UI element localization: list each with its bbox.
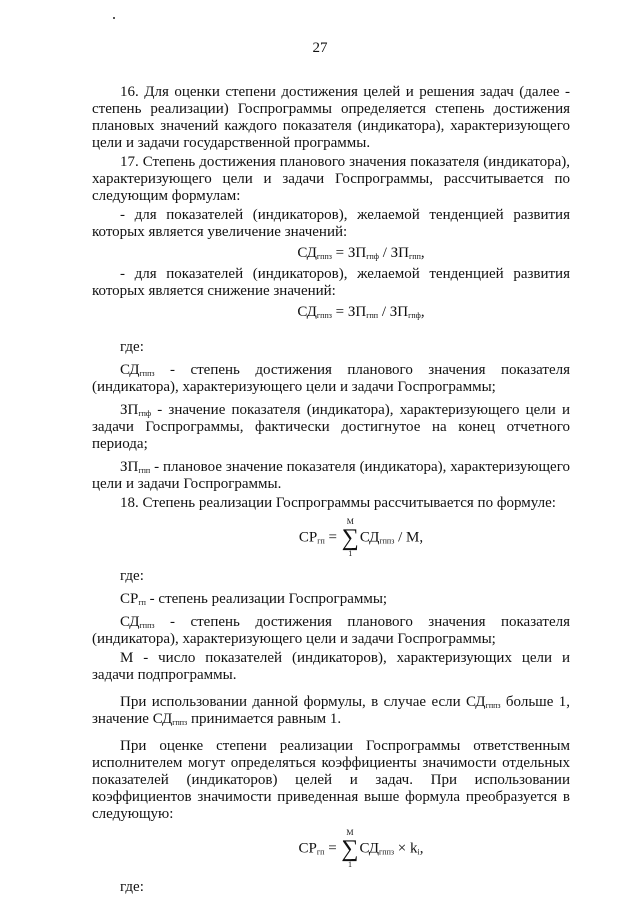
definition-sd	[92, 362, 570, 396]
symbol-sd: СД	[297, 245, 317, 261]
symbol-sd: СД	[152, 711, 173, 727]
subscript-gppz: гппз	[379, 536, 395, 546]
subscript-gpf: гпф	[408, 311, 421, 320]
symbol-sd: СД	[359, 840, 380, 857]
summation-sign	[341, 517, 359, 558]
usage-text: При использовании данной формулы, в случае если	[120, 694, 467, 710]
symbol-zp: ЗП	[120, 459, 139, 475]
subscript-i: i	[417, 847, 420, 857]
formula-decrease	[92, 304, 570, 321]
division-sign: /	[382, 245, 387, 261]
subscript-gppz: гппз	[172, 718, 188, 727]
symbol-zp: ЗП	[390, 245, 410, 261]
symbol-zp: ЗП	[347, 304, 367, 320]
symbol-sd: СД	[297, 304, 317, 320]
scan-speck	[113, 17, 115, 19]
subscript-gp: гп	[317, 536, 325, 546]
sum-lower-limit: 1	[348, 549, 353, 558]
subscript-gp: гп	[316, 847, 325, 857]
multiplication-sign: ×	[397, 840, 407, 857]
formula-increase	[92, 245, 570, 262]
symbol-sr: СР	[120, 591, 139, 607]
sum-glyph: ∑	[341, 836, 359, 862]
list-item-increase: - для показателей (индикаторов), желаемой тенденцией развития которых является увеличение значений:	[92, 207, 570, 240]
paragraph-weights: При оценке степени реализации Госпрограммы ответственным исполнителем могут определяться коэффициенты значимости отдельных показателей (индикаторов) целей и задач. При использовании коэффициентов значимости приведенная выше формула преобразуется в следующую:	[92, 738, 570, 822]
equals-sign: =	[335, 245, 345, 261]
paragraph-17: 17. Степень достижения планового значения показателя (индикатора), характеризующего цели и задачи Госпрограммы, рассчитывается по следующим формулам:	[92, 154, 570, 204]
sum-upper-limit: М	[346, 828, 354, 837]
subscript-gp: гп	[138, 598, 146, 607]
sum-glyph: ∑	[341, 525, 359, 551]
subscript-gppz: гппз	[379, 847, 395, 857]
page-number: 27	[312, 40, 328, 56]
symbol-sd: СД	[120, 362, 140, 378]
subscript-gppz: гппз	[316, 252, 332, 261]
symbol-zp: ЗП	[347, 245, 367, 261]
symbol-sd: СД	[120, 614, 140, 630]
subscript-gppz: гппз	[139, 621, 155, 630]
definition-zp-plan	[92, 459, 570, 493]
sum-upper-limit: М	[346, 517, 354, 526]
equals-sign: =	[335, 304, 345, 320]
definition-zp-fact	[92, 402, 570, 453]
where-label: где:	[120, 339, 144, 355]
symbol-sr: СР	[298, 529, 318, 546]
subscript-gppz: гппз	[316, 311, 332, 320]
summation-sign	[341, 828, 359, 869]
paragraph-usage	[92, 694, 570, 728]
where-label: где:	[120, 568, 144, 584]
usage-text: принимается равным 1.	[187, 711, 342, 727]
formula-sr-weighted	[92, 828, 570, 869]
symbol-zp: ЗП	[389, 304, 409, 320]
definition-text: - степень достижения планового значения показателя (индикатора), характеризующего цели и задачи Госпрограммы;	[92, 362, 570, 395]
definition-sd-2	[92, 614, 570, 648]
subscript-gpp: гпп	[409, 252, 421, 261]
symbol-sr: СР	[298, 840, 317, 857]
symbol-sd: СД	[466, 694, 486, 710]
symbol-k: k	[410, 840, 418, 857]
subscript-gpp: гпп	[138, 466, 151, 475]
sum-lower-limit: 1	[347, 860, 352, 869]
symbol-zp: ЗП	[120, 402, 139, 418]
equals-sign: =	[328, 840, 337, 857]
subscript-gpp: гпп	[366, 311, 379, 320]
definition-sr	[92, 591, 570, 608]
paragraph-18: 18. Степень реализации Госпрограммы рассчитывается по формуле:	[120, 495, 556, 511]
subscript-gpf: гпф	[366, 252, 379, 261]
paragraph-16: 16. Для оценки степени достижения целей и решения задач (далее - степень реализации) Госпрограммы определяется степень достижения плановых значений каждого показателя (индикатора), характеризующего цели и задачи государственной программы.	[92, 84, 570, 151]
document-body	[92, 84, 570, 896]
definition-text: - степень достижения планового значения показателя (индикатора), характеризующего цели и задачи Госпрограммы;	[92, 614, 570, 647]
comma: ,	[420, 245, 425, 261]
divide-by-m: / М,	[394, 529, 424, 546]
usage-text: больше 1, значение	[92, 694, 570, 727]
subscript-gppz: гппз	[485, 701, 501, 710]
definition-text: - значение показателя (индикатора), характеризующего цели и задачи Госпрограммы, фактически достигнутое на конец отчетного периода;	[92, 402, 570, 452]
list-item-decrease: - для показателей (индикаторов), желаемой тенденцией развития которых является снижение значений:	[92, 266, 570, 299]
definition-text: - степень реализации Госпрограммы;	[145, 591, 388, 607]
subscript-gpf: гпф	[138, 409, 152, 418]
definition-text: - плановое значение показателя (индикатора), характеризующего цели и задачи Госпрограммы.	[92, 459, 570, 492]
equals-sign: =	[328, 529, 337, 546]
where-label: где:	[120, 879, 144, 895]
division-sign: /	[381, 304, 386, 320]
comma: ,	[420, 304, 425, 320]
comma: ,	[419, 840, 424, 857]
formula-sr	[92, 517, 570, 558]
subscript-gppz: гппз	[139, 369, 155, 378]
definition-m: М - число показателей (индикаторов), характеризующих цели и задачи подпрограммы.	[92, 650, 570, 683]
symbol-sd: СД	[359, 529, 380, 546]
